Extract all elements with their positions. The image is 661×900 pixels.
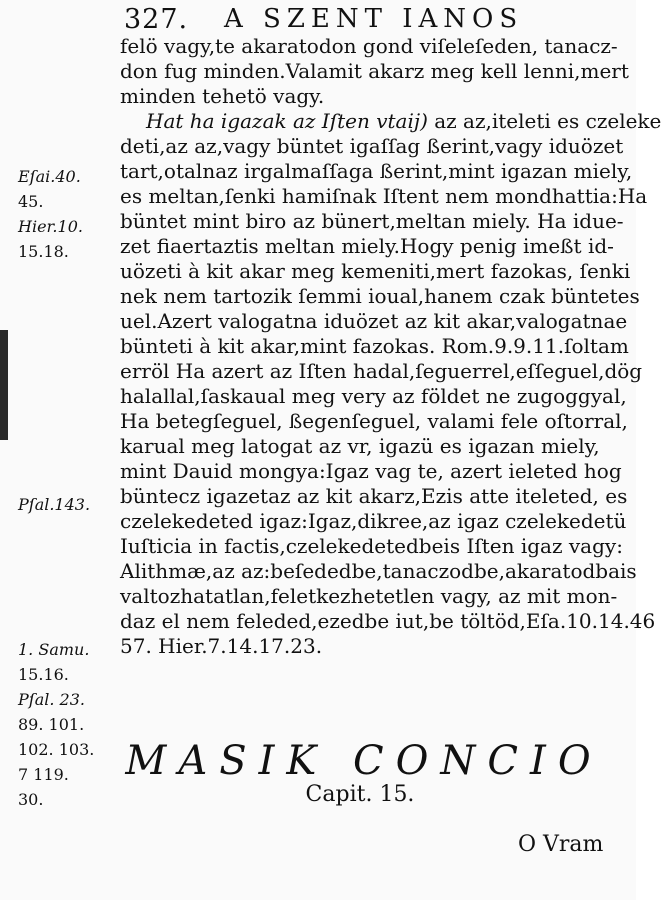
margin-note: 45. (18, 192, 44, 211)
section-title: MASIK CONCIO (125, 738, 603, 784)
text-line: halallal,ſaskaual meg very az földet ne zugoggyal, (120, 384, 627, 408)
margin-notes-lower (18, 637, 118, 812)
text-line: mint Dauid mongya:Igaz vag te, azert ieleted hog (120, 459, 622, 483)
text-line: es meltan,ſenki hamiſnak Iſtent nem mondhattia:Ha (120, 184, 648, 208)
margin-note: 30. (18, 790, 44, 809)
catchword: O Vram (518, 832, 604, 857)
margin-note: 1. Samu. (18, 640, 90, 659)
text-line-rest: az az,iteleti es czeleke (427, 109, 661, 133)
text-line: zet fiaertaztis meltan miely.Hogy penig imeßt id- (120, 234, 614, 258)
margin-note: Hier.10. (18, 217, 83, 236)
text-line: Ha betegſeguel, ßegenſeguel, valami fele oſtorral, (120, 409, 628, 433)
page-number: 327. (124, 4, 189, 35)
text-line: don fug minden.Valamit akarz meg kell lenni,mert (120, 59, 629, 83)
text-line: daz el nem feleded,ezedbe iut,be töltöd,Eſa.10.14.46 (120, 609, 656, 633)
page-edge-shadow (0, 330, 8, 440)
text-line: felö vagy,te akaratodon gond viſeleſeden, tanacz- (120, 34, 618, 58)
text-line: tart,otalnaz irgalmaſſaga ßerint,mint igazan miely, (120, 159, 633, 183)
text-line: minden tehetö vagy. (120, 84, 325, 108)
margin-note: 7 119. (18, 765, 69, 784)
body-text (120, 34, 661, 659)
margin-note: 89. 101. (18, 715, 85, 734)
text-line: czelekedeted igaz:Igaz,dikree,az igaz czelekedetü (120, 509, 627, 533)
chapter-heading: Capit. 15. (305, 782, 415, 807)
margin-note: 15.16. (18, 665, 69, 684)
margin-note: Pſal. 23. (18, 690, 85, 709)
text-line: Iuſticia in factis,czelekedetedbeis Iſten igaz vagy: (120, 534, 623, 558)
text-line: valtozhatatlan,feletkezhetetlen vagy, az mit mon- (120, 584, 618, 608)
text-line: 57. Hier.7.14.17.23. (120, 634, 323, 658)
text-line: karual meg latogat az vr, igazü es igazan miely, (120, 434, 600, 458)
margin-note: Eſai.40. (18, 167, 81, 186)
text-line: nek nem tartozik ſemmi ioual,hanem czak büntetes (120, 284, 640, 308)
text-line: büntet mint biro az bünert,meltan miely. Ha idue- (120, 209, 624, 233)
margin-note: 15.18. (18, 242, 69, 261)
text-line: erröl Ha azert az Iſten hadal,ſeguerrel,eſſeguel,dög (120, 359, 643, 383)
margin-notes-upper (18, 164, 118, 264)
margin-note: Pſal.143. (18, 495, 91, 514)
running-head: A SZENT IANOS (224, 4, 524, 34)
italic-phrase: Hat ha igazak az Iſten vtaij) (146, 109, 428, 133)
text-line: büntecz igazetaz az kit akarz,Ezis atte iteleted, es (120, 484, 628, 508)
text-line: uözeti à kit akar meg kemeniti,mert fazokas, ſenki (120, 259, 631, 283)
text-line: uel.Azert valogatna iduözet az kit akar,valogatnae (120, 309, 628, 333)
text-line: deti,az az,vagy büntet igaſſag ßerint,vagy iduözet (120, 134, 624, 158)
text-line: bünteti à kit akar,mint fazokas. Rom.9.9.11.ſoltam (120, 334, 629, 358)
margin-notes-middle (18, 492, 118, 517)
margin-note: 102. 103. (18, 740, 95, 759)
text-line: Alithmæ,az az:beſededbe,tanaczodbe,akaratodbais (120, 559, 637, 583)
text-line-italic-lead (120, 109, 661, 134)
